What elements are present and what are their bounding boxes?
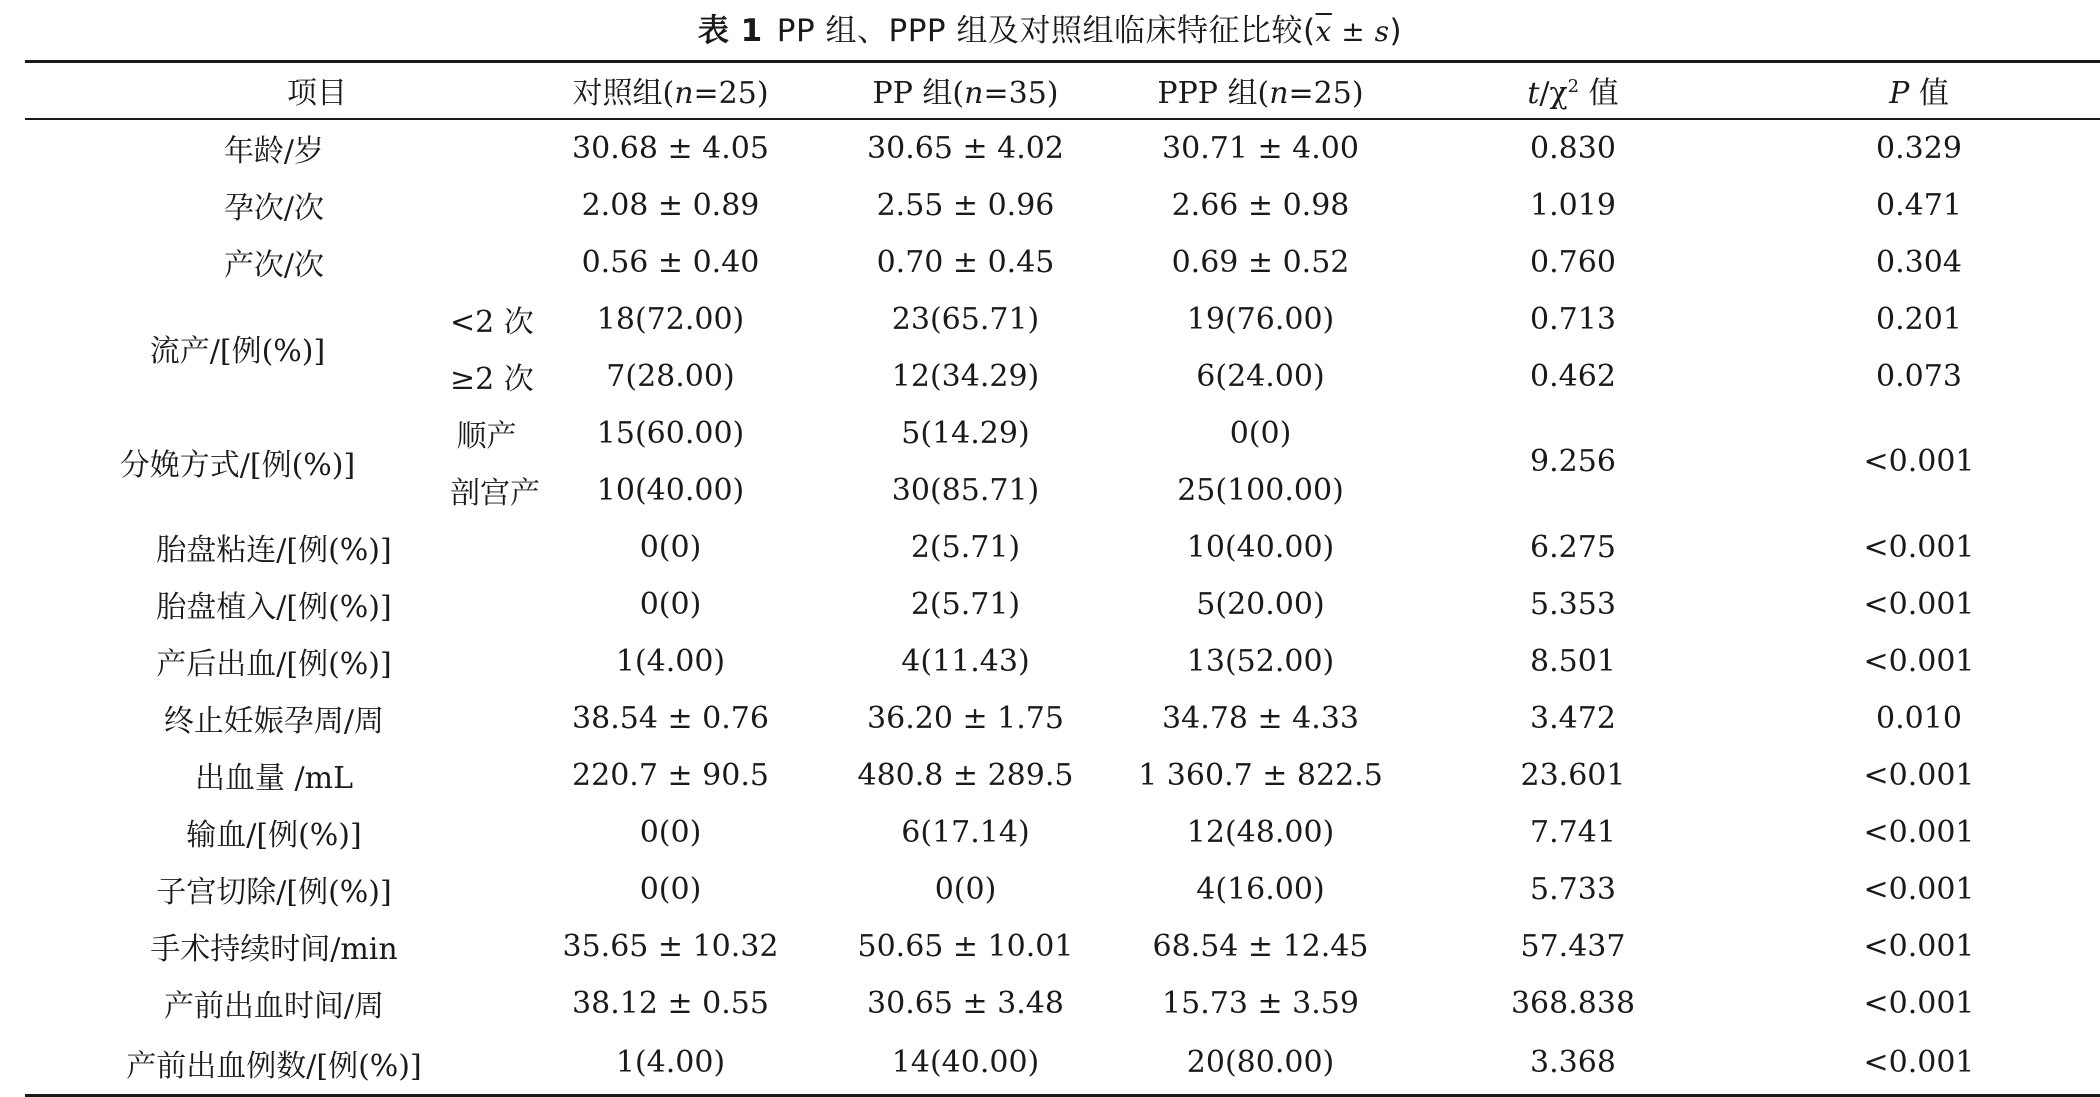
table-row (25, 234, 2100, 291)
cell-stat: 5.733 (1530, 871, 1616, 907)
cell-control: 0.56 ± 0.40 (581, 244, 760, 280)
table-row (25, 918, 2100, 975)
header-pp: PP 组(n=35) (818, 62, 1113, 119)
row-subitem: 剖宫产 (450, 476, 540, 511)
cell-ppp: 20(80.00) (1113, 1032, 1408, 1096)
table-row (25, 861, 2100, 918)
cell-control: 0(0) (639, 586, 702, 622)
row-item: 产后出血/[例(%)] (156, 647, 392, 682)
row-item: 分娩方式/[例(%)] (119, 447, 356, 483)
row-item: 胎盘植入/[例(%)] (156, 590, 392, 625)
caption-text: PP 组、PPP 组及对照组临床特征比较( (776, 13, 1316, 49)
cell-control: 38.54 ± 0.76 (572, 700, 769, 736)
cell-stat: 368.838 (1510, 985, 1636, 1021)
header-control: 对照组(n=25) (523, 62, 818, 119)
cell-control: 0(0) (639, 529, 702, 565)
cell-control: 220.7 ± 90.5 (572, 757, 769, 793)
caption-stat (1316, 15, 1390, 48)
table-row (25, 405, 2100, 462)
cell-ppp: 68.54 ± 12.45 (1152, 928, 1369, 964)
cell-pp: 5(14.29) (901, 415, 1030, 451)
cell-p: <0.001 (1738, 1032, 2100, 1096)
cell-ppp: 4(16.00) (1196, 871, 1325, 907)
cell-p: <0.001 (1863, 985, 1975, 1021)
table-row (25, 291, 2100, 348)
cell-ppp: 15.73 ± 3.59 (1162, 985, 1359, 1021)
header-ppp: PPP 组(n=25) (1113, 62, 1408, 119)
cell-p: <0.001 (1863, 444, 1975, 479)
table-row (25, 119, 2100, 177)
cell-stat: 3.368 (1408, 1032, 1738, 1096)
cell-stat: 0.760 (1530, 244, 1616, 280)
cell-control: 2.08 ± 0.89 (581, 187, 760, 223)
cell-pp: 4(11.43) (901, 643, 1030, 679)
header-stat: $t/\chi^2$ 值 (1408, 62, 1738, 119)
cell-pp: 23(65.71) (891, 301, 1040, 337)
clinical-characteristics-table (25, 60, 2100, 1097)
caption-stat-xbar: $\overline{x}$ (1315, 15, 1332, 48)
cell-ppp: 34.78 ± 4.33 (1162, 700, 1359, 736)
cell-stat: 57.437 (1520, 928, 1626, 964)
cell-p: <0.001 (1863, 814, 1975, 850)
cell-stat: 5.353 (1530, 586, 1616, 622)
row-subitem: ≥2 次 (450, 362, 534, 397)
cell-pp: 12(34.29) (891, 358, 1040, 394)
cell-ppp: 30.71 ± 4.00 (1162, 130, 1359, 166)
cell-pp: 36.20 ± 1.75 (867, 700, 1064, 736)
caption-label: 表 1 (697, 13, 763, 49)
cell-ppp: 2.66 ± 0.98 (1171, 187, 1350, 223)
table-row (25, 1032, 2100, 1096)
cell-pp: 2.55 ± 0.96 (876, 187, 1055, 223)
cell-p: <0.001 (1863, 928, 1975, 964)
cell-stat: 0.462 (1530, 358, 1616, 394)
row-item: 输血/[例(%)] (186, 818, 362, 853)
row-item: 手术持续时间/min (150, 932, 398, 967)
table-row (25, 576, 2100, 633)
header-item: 项目 (25, 62, 523, 119)
cell-pp: 0(0) (934, 871, 997, 907)
row-item: 产次/次 (223, 248, 325, 283)
cell-pp: 480.8 ± 289.5 (857, 757, 1074, 793)
table-row (25, 690, 2100, 747)
caption-stat-rest: ± s (1331, 15, 1390, 48)
cell-ppp: 1 360.7 ± 822.5 (1138, 757, 1383, 793)
row-item: 产前出血时间/周 (163, 989, 385, 1024)
cell-control: 1(4.00) (523, 1032, 818, 1096)
cell-pp: 6(17.14) (901, 814, 1030, 850)
cell-p: <0.001 (1863, 643, 1975, 679)
cell-stat: 1.019 (1530, 187, 1616, 223)
table-row (25, 633, 2100, 690)
cell-pp: 30.65 ± 4.02 (867, 130, 1064, 166)
cell-control: 18(72.00) (596, 301, 745, 337)
cell-pp: 14(40.00) (818, 1032, 1113, 1096)
row-subitem: 顺产 (456, 419, 517, 454)
cell-control: 0(0) (639, 871, 702, 907)
cell-pp: 30(85.71) (891, 472, 1040, 508)
cell-pp: 2(5.71) (910, 586, 1021, 622)
cell-stat: 23.601 (1520, 757, 1626, 793)
cell-ppp: 0(0) (1229, 415, 1292, 451)
row-item: 胎盘粘连/[例(%)] (156, 533, 392, 568)
table-row (25, 747, 2100, 804)
row-item: 孕次/次 (223, 191, 325, 226)
cell-control: 30.68 ± 4.05 (572, 130, 769, 166)
row-item: 年龄/岁 (223, 134, 325, 169)
table-row (25, 804, 2100, 861)
cell-stat: 0.830 (1530, 130, 1616, 166)
table-caption (0, 6, 2100, 56)
cell-p: 0.201 (1876, 301, 1962, 337)
cell-ppp: 10(40.00) (1186, 529, 1335, 565)
cell-p: 0.329 (1876, 130, 1962, 166)
cell-ppp: 0.69 ± 0.52 (1171, 244, 1350, 280)
cell-stat: 8.501 (1530, 643, 1616, 679)
cell-p: 0.073 (1876, 358, 1962, 394)
cell-control: 38.12 ± 0.55 (572, 985, 769, 1021)
cell-p: <0.001 (1863, 586, 1975, 622)
cell-ppp: 25(100.00) (1177, 472, 1344, 508)
cell-p: <0.001 (1863, 871, 1975, 907)
cell-p: 0.010 (1876, 700, 1962, 736)
cell-ppp: 19(76.00) (1186, 301, 1335, 337)
header-p: P 值 (1738, 62, 2100, 119)
cell-ppp: 12(48.00) (1186, 814, 1335, 850)
cell-ppp: 13(52.00) (1186, 643, 1335, 679)
table-row (25, 177, 2100, 234)
cell-p: <0.001 (1863, 757, 1975, 793)
row-item: 产前出血例数/[例(%)] (25, 1032, 523, 1096)
cell-control: 10(40.00) (596, 472, 745, 508)
cell-stat: 7.741 (1530, 814, 1616, 850)
cell-pp: 2(5.71) (910, 529, 1021, 565)
cell-control: 7(28.00) (606, 358, 735, 394)
cell-stat: 6.275 (1530, 529, 1616, 565)
cell-control: 15(60.00) (596, 415, 745, 451)
cell-pp: 0.70 ± 0.45 (876, 244, 1055, 280)
table-row (25, 975, 2100, 1032)
cell-p: 0.304 (1876, 244, 1962, 280)
cell-stat: 9.256 (1530, 444, 1616, 479)
cell-pp: 50.65 ± 10.01 (857, 928, 1074, 964)
cell-ppp: 6(24.00) (1196, 358, 1325, 394)
cell-stat: 3.472 (1530, 700, 1616, 736)
table-header-row (25, 62, 2100, 119)
cell-pp: 30.65 ± 3.48 (867, 985, 1064, 1021)
cell-stat: 0.713 (1530, 301, 1616, 337)
cell-p: <0.001 (1863, 529, 1975, 565)
row-item: 子宫切除/[例(%)] (156, 875, 392, 910)
cell-control: 0(0) (639, 814, 702, 850)
row-item: 终止妊娠孕周/周 (163, 704, 385, 739)
row-item: 出血量 /mL (194, 761, 353, 796)
caption-close: ) (1389, 13, 1403, 49)
cell-ppp: 5(20.00) (1196, 586, 1325, 622)
cell-control: 1(4.00) (615, 643, 726, 679)
row-item: 流产/[例(%)] (149, 333, 326, 369)
cell-p: 0.471 (1876, 187, 1962, 223)
table-row (25, 519, 2100, 576)
row-subitem: <2 次 (450, 305, 534, 340)
cell-control: 35.65 ± 10.32 (562, 928, 779, 964)
